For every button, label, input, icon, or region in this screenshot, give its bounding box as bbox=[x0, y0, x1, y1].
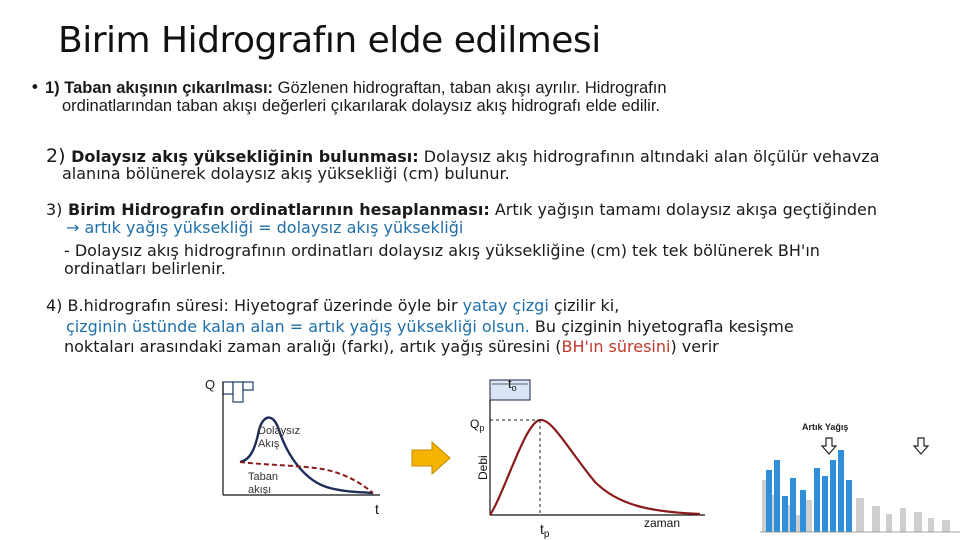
p4-line-3 bbox=[64, 338, 719, 356]
bullet: • bbox=[30, 78, 40, 97]
base-label-2: akışı bbox=[248, 484, 272, 496]
direct-label-2: Akış bbox=[258, 438, 280, 450]
p3-text-3: - Dolaysız akış hidrografının ordinatları dolaysız akış yüksekliğine (cm) tek tek bölünerek BH'ın bbox=[64, 241, 820, 260]
excess-rainfall-title: Artık Yağış bbox=[802, 422, 849, 432]
unit-hydrograph-figure bbox=[470, 372, 710, 540]
p4-text-1b: çizilir ki, bbox=[548, 296, 620, 315]
direct-label-1: Dolaysız bbox=[258, 425, 301, 437]
p4-text-1a: 4) B.hidrografın süresi: Hiyetograf üzerinde öyle bir bbox=[46, 296, 463, 315]
slide-title: Birim Hidrografın elde edilmesi bbox=[58, 20, 601, 61]
hyetograph-bar bbox=[233, 382, 243, 402]
p2-number: 2) bbox=[46, 145, 66, 167]
p2-text-1: Dolaysız akış hidrografının altındaki alan ölçülür vehavza bbox=[418, 147, 880, 166]
p3-number: 3) bbox=[46, 200, 63, 219]
excess-rainfall-figure bbox=[760, 410, 960, 536]
p2-heading: Dolaysız akış yüksekliğinin bulunması: bbox=[65, 147, 419, 166]
t-label: t bbox=[375, 501, 379, 517]
p4-blue-1: yatay çizgi bbox=[462, 296, 549, 315]
base-label-1: Taban bbox=[248, 471, 278, 483]
paragraph-1 bbox=[30, 79, 667, 97]
hyetograph-bar bbox=[223, 382, 233, 394]
p4-line-2 bbox=[66, 318, 794, 336]
right-block-arrow-icon bbox=[410, 440, 452, 476]
paragraph-4 bbox=[46, 297, 619, 315]
p1-heading: 1) Taban akışının çıkarılması: bbox=[44, 79, 274, 97]
qp-label: $Q_p$ bbox=[470, 417, 485, 433]
q-label: Q bbox=[205, 377, 216, 392]
p3-heading: Birim Hidrografın ordinatlarının hesaplanması: bbox=[62, 200, 490, 219]
p1-text-2: ordinatlarından taban akışı değerleri çıkarılarak dolaysız akış hidrografı elde edilir. bbox=[62, 97, 660, 115]
x-axis-label: zaman bbox=[644, 516, 681, 530]
p3-text-4: ordinatları belirlenir. bbox=[64, 259, 226, 278]
p4-red: BH'ın süresini bbox=[561, 337, 671, 356]
p4-blue-2: çizginin üstünde kalan alan = artık yağış yüksekliği olsun. bbox=[66, 317, 530, 336]
p4-text-3a: noktaları arasındaki zaman aralığı (farkı), artık yağış süresini ( bbox=[64, 337, 562, 356]
y-axis-label: Debi bbox=[476, 455, 490, 480]
to-label: $t_o$ bbox=[508, 376, 517, 393]
unit-hydrograph-curve bbox=[490, 420, 700, 515]
hydrograph-figure bbox=[195, 370, 395, 530]
hyetograph-bar bbox=[243, 382, 253, 390]
p2-text-2: alanına bölünerek dolaysız akış yüksekliği (cm) bulunur. bbox=[62, 164, 510, 183]
tp-label: $t_p$ bbox=[540, 521, 550, 540]
paragraph-3 bbox=[46, 201, 877, 219]
p3-text-1: Artık yağışın tamamı dolaysız akışa geçtiğinden bbox=[489, 200, 877, 219]
p4-text-2b: Bu çizginin hiyetografla kesişme bbox=[529, 317, 794, 336]
p3-arrow-line: → artık yağış yüksekliği = dolaysız akış yüksekliği bbox=[66, 218, 464, 237]
p1-text-1: Gözlenen hidrograftan, taban akışı ayrılır. Hidrografın bbox=[273, 79, 667, 97]
p4-text-3b: ) verir bbox=[670, 337, 719, 356]
